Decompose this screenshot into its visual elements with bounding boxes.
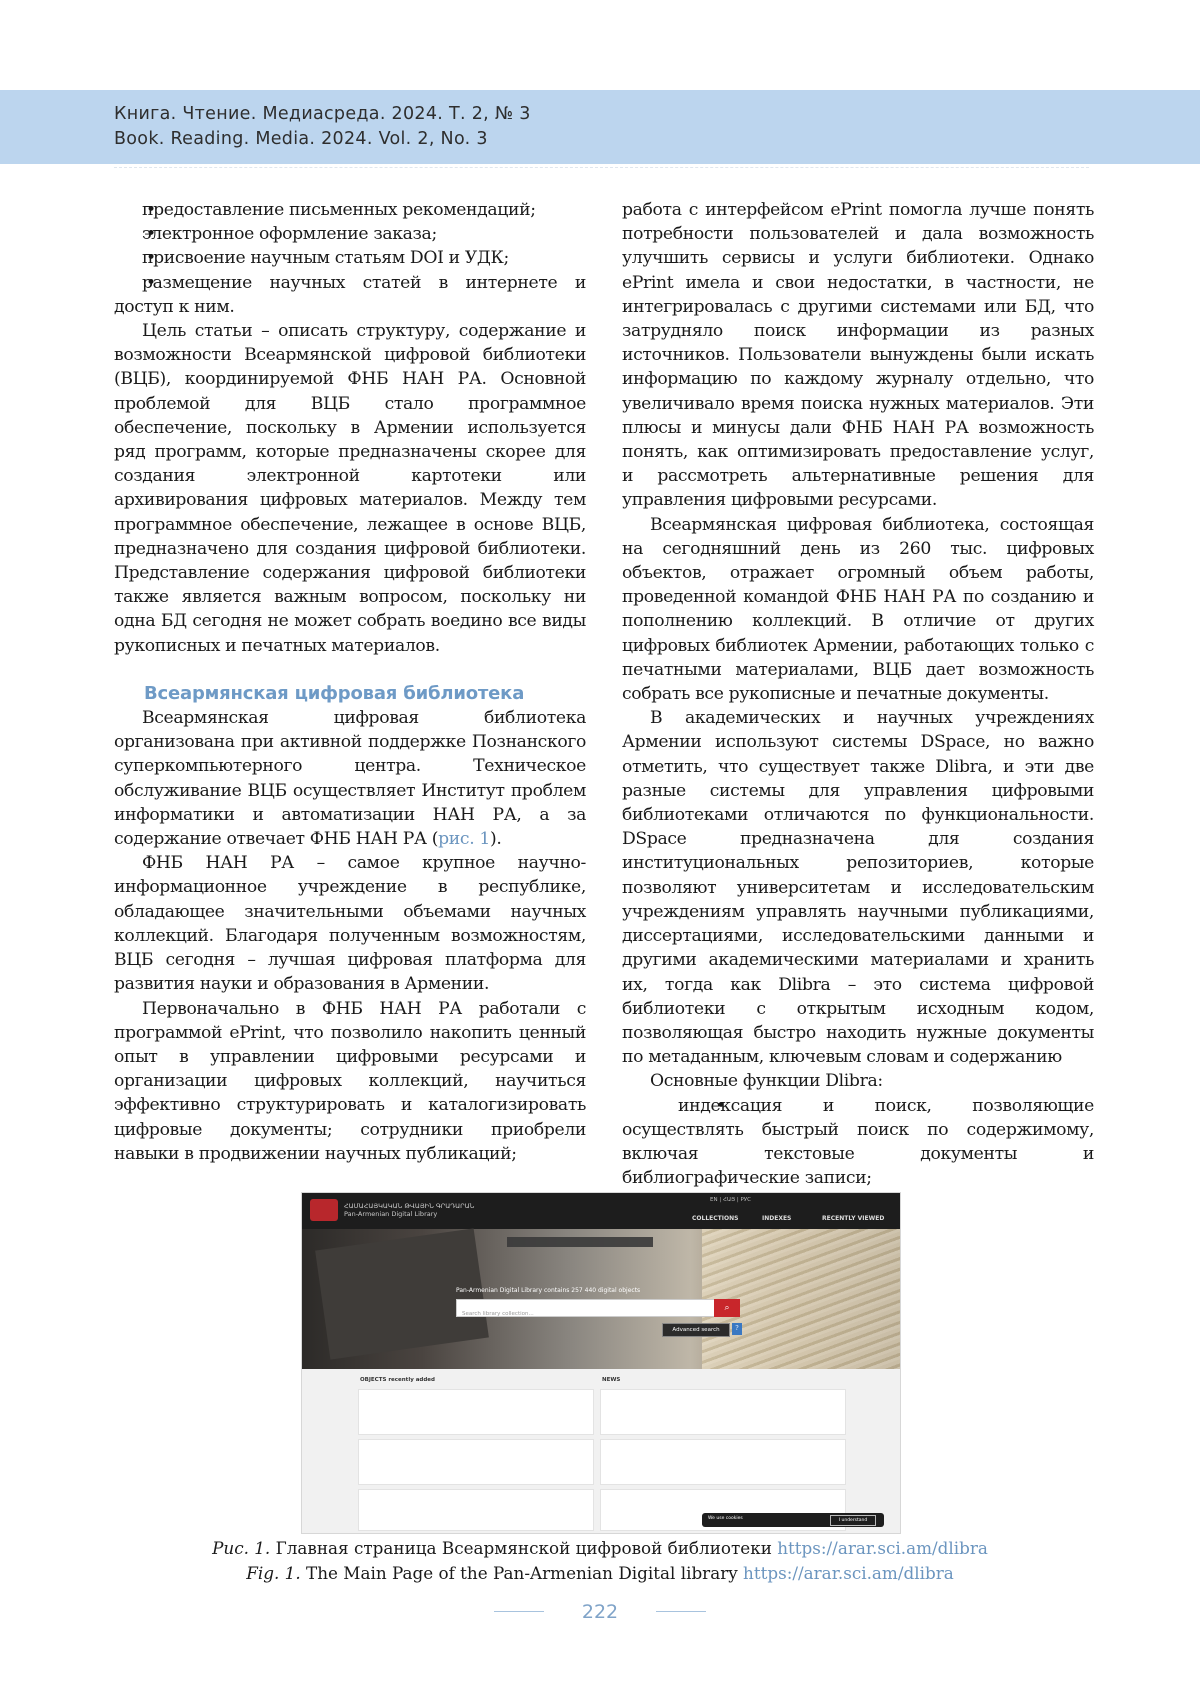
objects-heading: OBJECTS recently added [360,1377,435,1383]
object-card[interactable] [358,1489,594,1531]
journal-title-ru: Книга. Чтение. Медиасреда. 2024. Т. 2, № 3 [114,104,531,124]
paragraph [114,706,586,851]
list-item: • размещение научных статей в интернете и доступ к ним. [114,271,586,319]
nav-indexes[interactable]: INDEXES [762,1215,792,1222]
news-card[interactable] [600,1389,846,1435]
journal-title-en: Book. Reading. Media. 2024. Vol. 2, No. 3 [114,129,488,149]
cookie-banner [702,1513,884,1527]
caption-url-link[interactable]: https://arar.sci.am/dlibra [743,1563,954,1583]
left-column [114,198,586,1166]
header-divider [114,167,1089,168]
hero-book-image [315,1228,489,1359]
library-count-text: Pan-Armenian Digital Library contains 257 440 digital objects [456,1287,641,1294]
paragraph: В академических и научных учреждениях Армении используют системы DSpace, но важно отметить, что существует также Dlibra, и эти две разные системы для управления цифровыми библиотеками отличаются по функциональности. DSpace предназначена для создания институциональных репозиториев, которые позволяют университетам и исследовательским учреждениям управлять научными публикациями, диссертациями, исследовательскими данными и другими академическими материалами и хранить их, тогда как Dlibra – это система цифровой библиотеки с открытым исходным кодом, позволяющая быстро находить нужные документы по метаданным, ключевым словам и содержанию [622,708,1094,1068]
caption-label: Fig. 1. [246,1563,301,1583]
cookie-text: We use cookies [708,1516,743,1521]
figure-reference-link[interactable]: рис. 1 [438,829,491,850]
search-button[interactable] [714,1299,740,1317]
news-heading: NEWS [602,1377,621,1383]
notice-bar [507,1237,653,1247]
caption-url-link[interactable]: https://arar.sci.am/dlibra [777,1538,988,1558]
object-card[interactable] [358,1389,594,1435]
list-item: • предоставление письменных рекомендаций; [114,198,586,222]
page-number-rule-right [656,1611,706,1612]
nav-recently-viewed[interactable]: RECENTLY VIEWED [822,1215,885,1222]
list-item: • присвоение научным статьям DOI и УДК; [114,246,586,270]
list-item: • электронное оформление заказа; [114,222,586,246]
language-switcher[interactable]: EN | ՀԱՅ | РУС [710,1197,751,1203]
site-topbar [302,1193,900,1229]
cookie-accept-button[interactable]: I understand [830,1515,876,1526]
paragraph-text-end: ). [490,829,502,850]
caption-text: The Main Page of the Pan-Armenian Digital library [300,1563,744,1583]
paragraph-text: Всеармянская цифровая библиотека организована при активной поддержке Познанского суперкомпьютерного центра. Техническое обслуживание ВЦБ осуществляет Институт проблем информатики и автоматизации НАН РА, а за содержание отвечает ФНБ НАН РА ( [114,708,586,850]
services-list [114,198,586,319]
journal-header-band [0,90,1200,164]
content-area [302,1369,900,1533]
site-name: ՀԱՄԱՀԱՅԿԱԿԱՆ ԹՎԱՅԻՆ ԳՐԱԴԱՐԱՆ Pan-Armenian Digital Library [344,1202,475,1218]
dlibra-functions-list [622,1094,1094,1191]
paragraph: Цель статьи – описать структуру, содержание и возможности Всеармянской цифровой библиотеки (ВЦБ), координируемой ФНБ НАН РА. Основной проблемой для ВЦБ стало программное обеспечение, поскольку в Армении используется ряд программ, которые предназначены скорее для создания электронной картотеки или архивирования цифровых материалов. Между тем программное обеспечение, лежащее в основе ВЦБ, предназначено для создания цифровой библиотеки. Представление содержания цифровой библиотеки также является важным вопросом, поскольку ни одна БД сегодня не может собрать воедино все виды рукописных и печатных материалов. [114,321,586,656]
paragraph: Основные функции Dlibra: [650,1071,883,1092]
paragraph: Первоначально в ФНБ НАН РА работали с программой ePrint, что позволило накопить ценный опыт в управлении цифровыми ресурсами и организации цифровых коллекций, научиться эффективно структурировать и каталогизировать цифровые документы; сотрудники приобрели навыки в продвижении научных публикаций; [114,998,586,1164]
library-logo [310,1199,338,1221]
figure-screenshot [301,1192,901,1534]
hero-banner [302,1229,900,1369]
caption-text: Главная страница Всеармянской цифровой библиотеки [270,1538,778,1558]
paragraph: ФНБ НАН РА – самое крупное научно-информационное учреждение в республике, обладающее значительными объемами научных коллекций. Благодаря полученным возможностям, ВЦБ сегодня – лучшая цифровая платформа для развития науки и образования в Армении. [114,853,586,995]
page-number: 222 [581,1601,619,1623]
paragraph: Всеармянская цифровая библиотека, состоящая на сегодняшний день из 260 тыс. цифровых объектов, отражает огромный объем работы, проведенной командой ФНБ НАН РА по созданию и пополнению коллекций. В отличие от других цифровых библиотек Армении, работающих только с печатными материалами, ВЦБ дает возможность собрать все рукописные и печатные документы. [622,514,1094,705]
news-card[interactable] [600,1439,846,1485]
right-column [622,198,1094,1190]
paragraph: работа с интерфейсом ePrint помогла лучше понять потребности пользователей и дала возможность улучшить сервисы и услуги библиотеки. Однако ePrint имела и свои недостатки, в частности, не интегрировалась с другими системами или БД, что затрудняло поиск информации из разных источников. Пользователи вынуждены были искать информацию по каждому журналу отдельно, что увеличивало время поиска нужных материалов. Эти плюсы и минусы дали ФНБ НАН РА возможность понять, как оптимизировать предоставление услуг, и рассмотреть альтернативные решения для управления цифровыми ресурсами. [622,200,1094,511]
figure-caption-ru [0,1538,1200,1558]
search-input[interactable]: Search library collection... [456,1299,716,1317]
list-item: • индексация и поиск, позволяющие осуществлять быстрый поиск по содержимому, включая текстовые документы и библиографические записи; [622,1094,1094,1191]
nav-collections[interactable]: COLLECTIONS [692,1215,739,1222]
figure-caption-en [0,1563,1200,1583]
help-icon[interactable]: ? [732,1323,742,1335]
caption-label: Рис. 1. [212,1538,271,1558]
advanced-search-button[interactable]: Advanced search [662,1323,730,1337]
search-icon: ⌕ [724,1303,730,1313]
object-card[interactable] [358,1439,594,1485]
section-heading: Всеармянская цифровая библиотека [144,682,525,704]
